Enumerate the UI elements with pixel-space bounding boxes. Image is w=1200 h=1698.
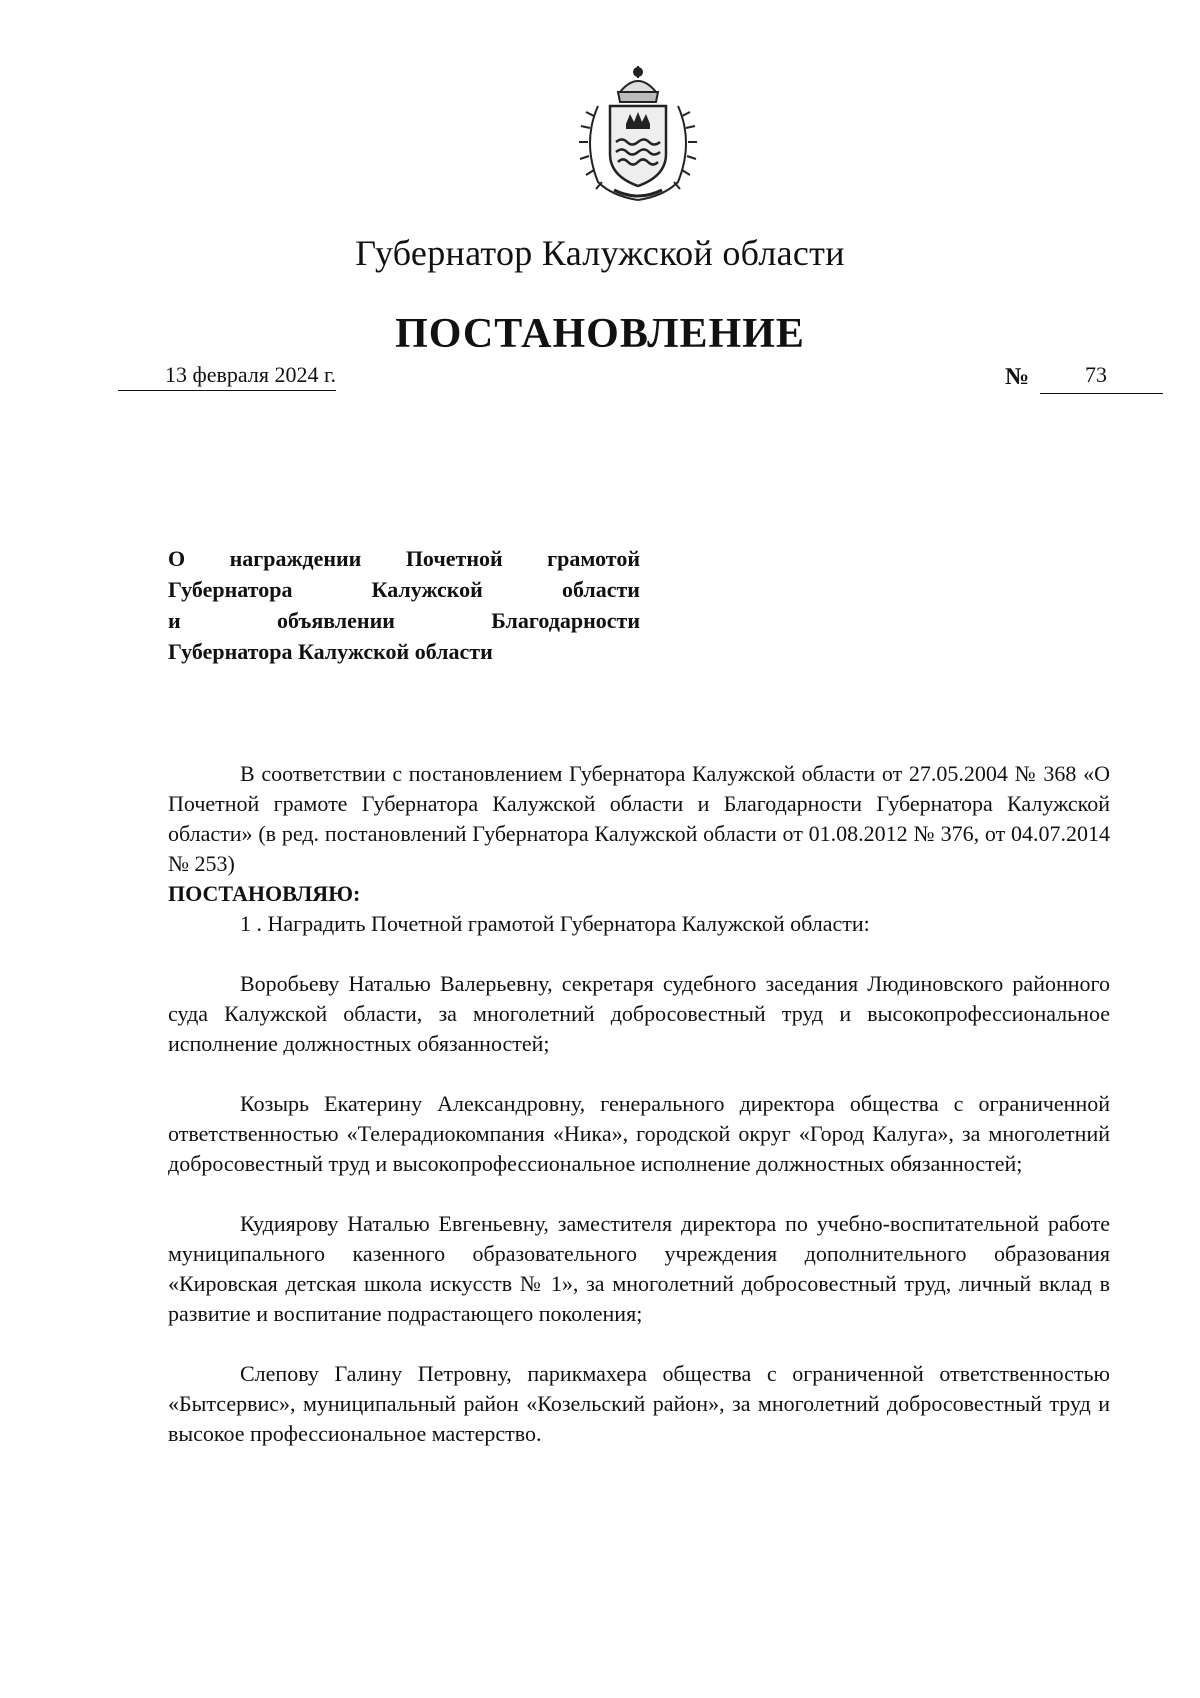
date-value: 13 февраля 2024 г. xyxy=(164,362,336,387)
coat-of-arms-emblem xyxy=(568,62,708,204)
number-sign: № xyxy=(1005,364,1030,390)
document-type: ПОСТАНОВЛЕНИЕ xyxy=(395,311,805,357)
heading-line: О награждении Почетной грамотой xyxy=(168,546,640,571)
preamble-paragraph: В соответствии с постановлением Губернатора Калужской области от 27.05.2004 № 368 «О Почетной грамоте Губернатора Калужской области и Благодарности Губернатора Калужской области» (в ред. постановлений Губернатора Калужской области от 01.08.2012 № 376, от 04.07.2014 № 253) xyxy=(168,761,1110,876)
heading-line: Губернатора Калужской области xyxy=(168,639,493,664)
heading-line: и объявлении Благодарности xyxy=(168,608,640,633)
awardee-paragraph: Слепову Галину Петровну, парикмахера общества с ограниченной ответственностью «Бытсервис», муниципальный район «Козельский район», за многолетний добросовестный труд и высокое профессиональное мастерство. xyxy=(168,1361,1110,1446)
number-underline xyxy=(1040,393,1163,394)
document-number xyxy=(1005,362,1163,394)
issuer-title: Губернатор Калужской области xyxy=(355,233,845,273)
awardee-paragraph: Кудиярову Наталью Евгеньевну, заместителя директора по учебно-воспитательной работе муниципального казенного образовательного учреждения дополнительного образования «Кировская детская школа искусств № 1», за многолетний добросовестный труд, личный вклад в развитие и воспитание подрастающего поколения; xyxy=(168,1211,1110,1326)
document-date xyxy=(118,362,336,391)
document-body xyxy=(168,759,1110,1449)
resolve-word: ПОСТАНОВЛЯЮ: xyxy=(168,881,361,906)
heading-line: Губернатора Калужской области xyxy=(168,577,640,602)
awardee-paragraph: Воробьеву Наталью Валерьевну, секретаря судебного заседания Людиновского районного суда Калужской области, за многолетний добросовестный труд и высокопрофессиональное исполнение должностных обязанностей; xyxy=(168,971,1110,1056)
document-heading xyxy=(168,543,640,667)
item-1-paragraph: 1 . Наградить Почетной грамотой Губернатора Калужской области: xyxy=(240,911,870,936)
number-value: 73 xyxy=(1085,362,1107,387)
awardee-paragraph: Козырь Екатерину Александровну, генерального директора общества с ограниченной ответственностью «Телерадиокомпания «Ника», городской округ «Город Калуга», за многолетний добросовестный труд и высокопрофессиональное исполнение должностных обязанностей; xyxy=(168,1091,1110,1176)
